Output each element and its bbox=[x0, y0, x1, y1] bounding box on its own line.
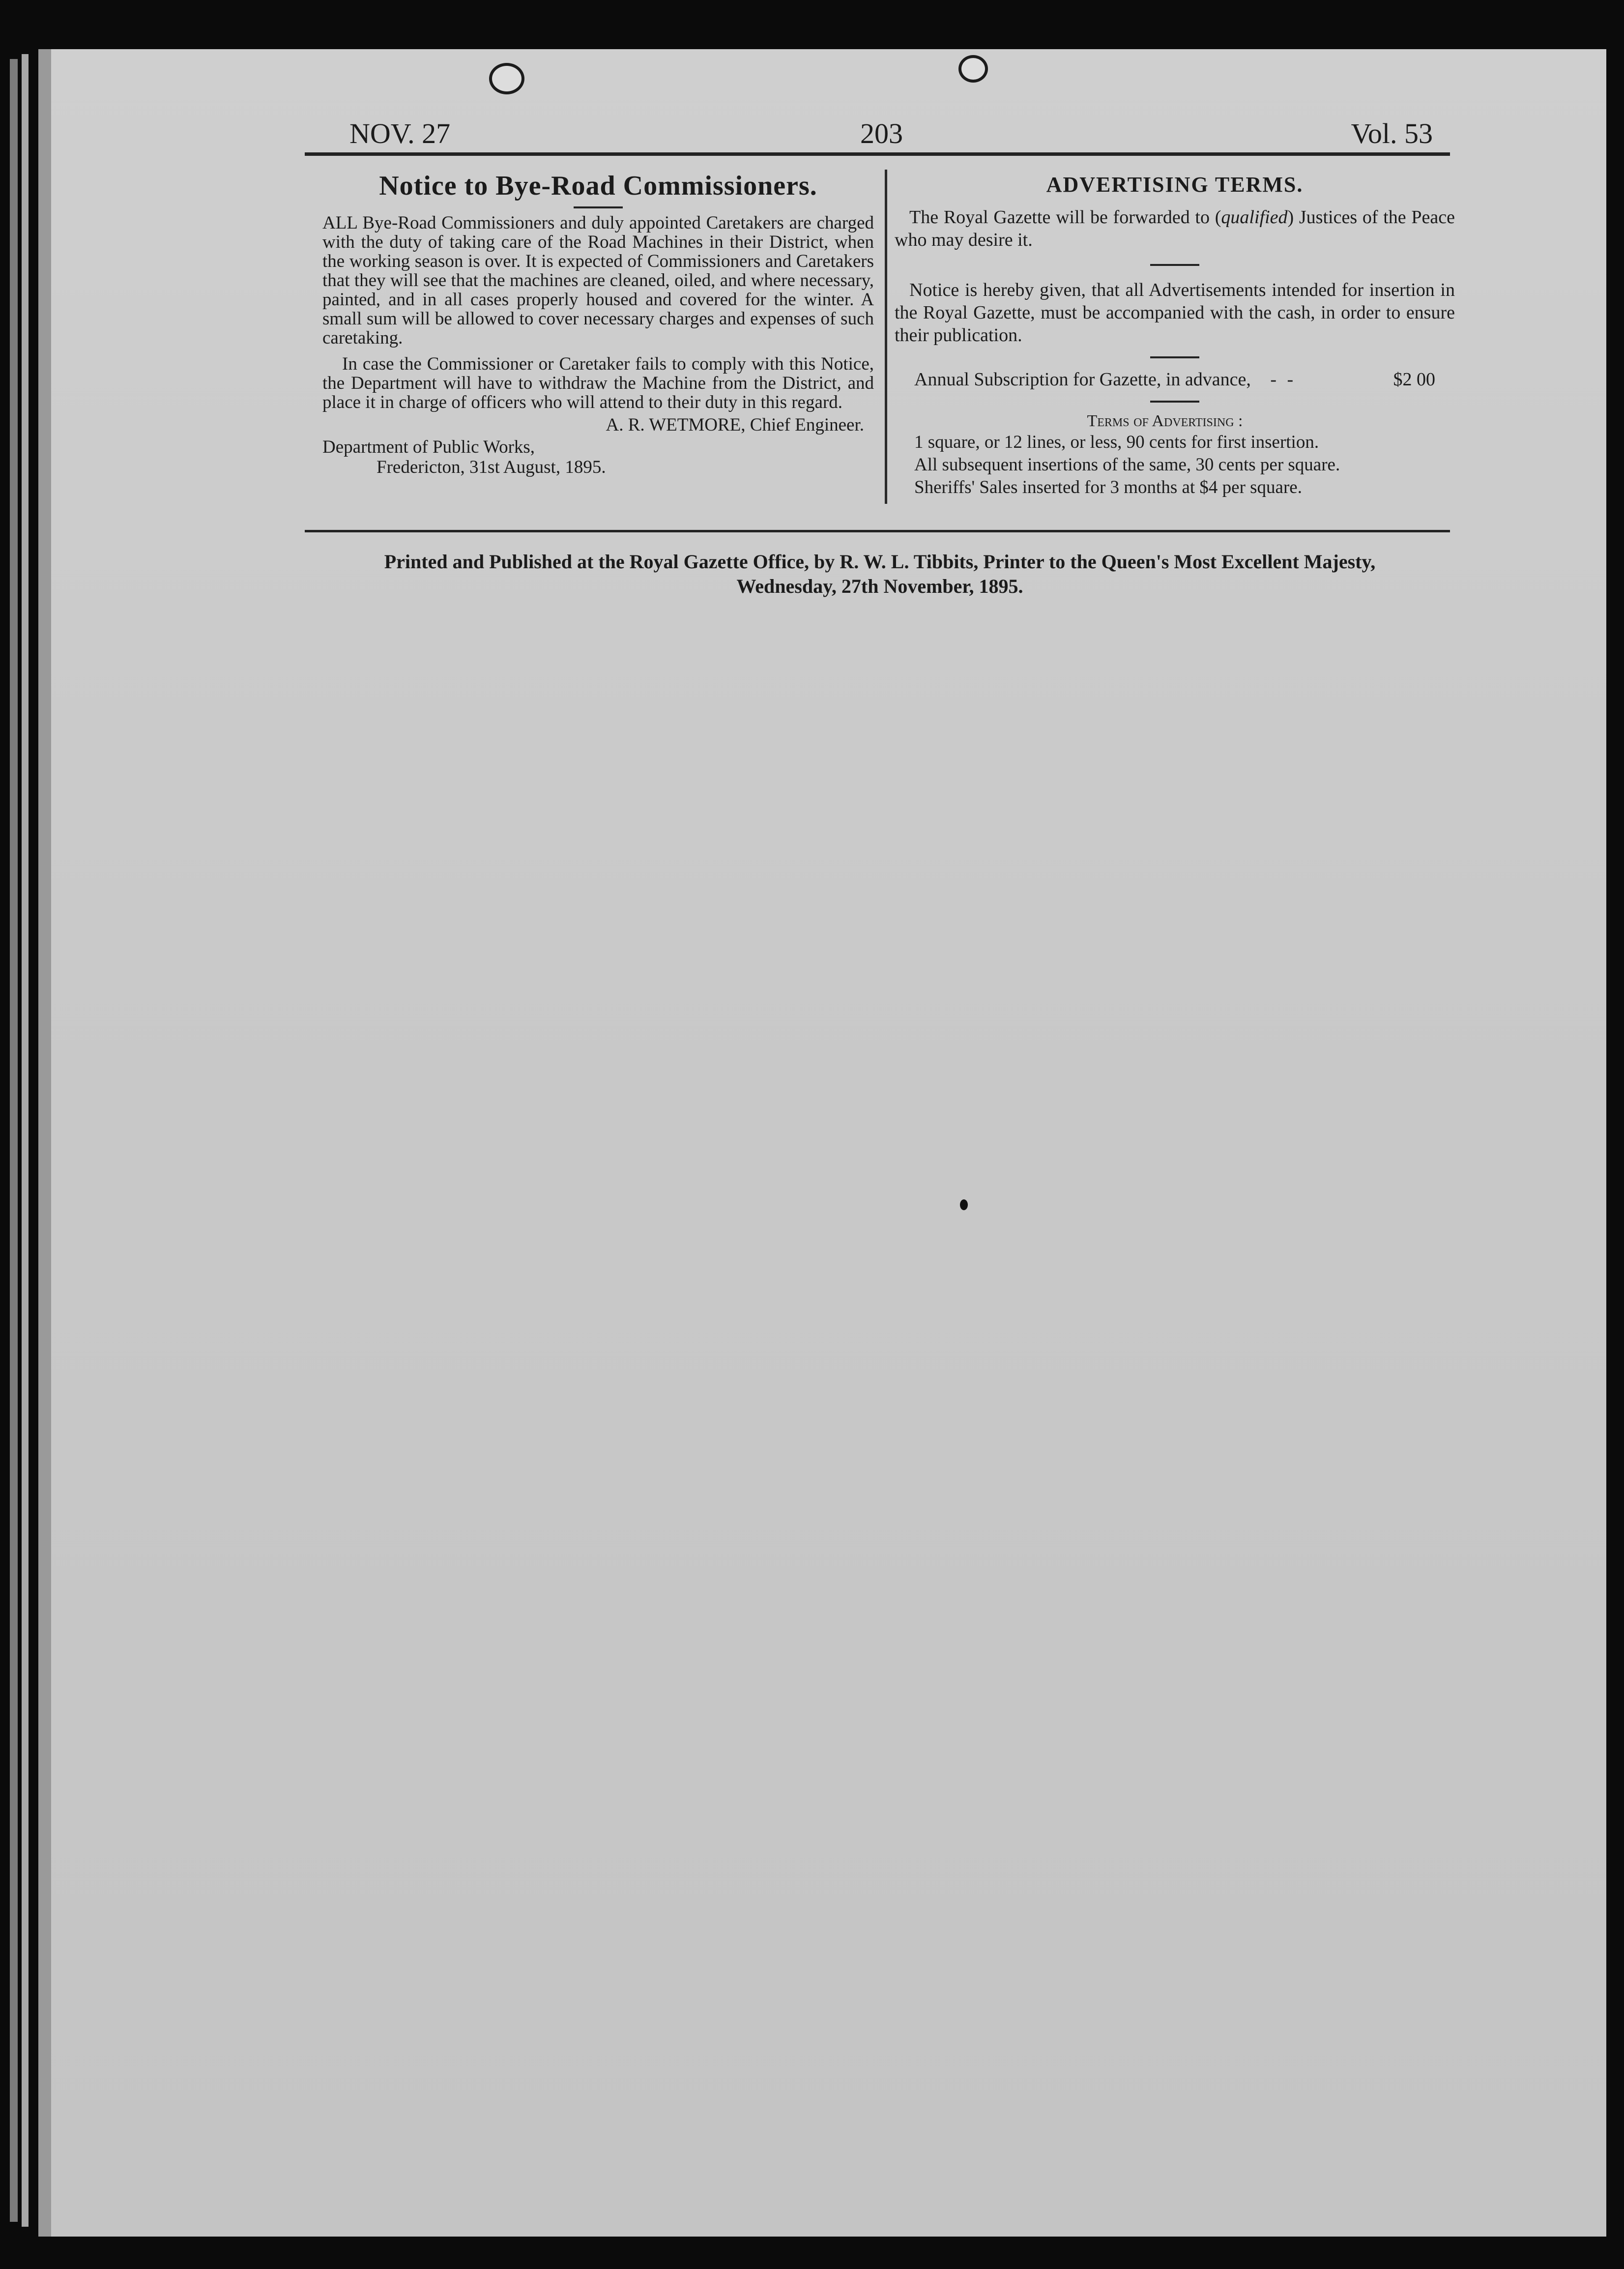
notice-department: Department of Public Works, bbox=[322, 437, 535, 457]
header-rule bbox=[305, 152, 1450, 156]
ink-spot bbox=[960, 1199, 968, 1210]
advertising-rule-3 bbox=[1150, 401, 1199, 403]
page-header bbox=[312, 117, 1452, 149]
terms-heading: Terms of Advertising : bbox=[1087, 412, 1243, 430]
header-date: NOV. 27 bbox=[349, 117, 451, 149]
notice-paragraph-1: ALL Bye-Road Commissioners and duly appointed Caretakers are charged with the duty of taking care of the Road Machines in their District, when the working season is over. It is expected of Commissioners and Caretakers that they will see that the machines are cleaned, oiled, and where necessary, painted, and in all cases properly housed and covered for the winter. A small sum will be allowed to cover necessary charges and expenses of such caretaking. bbox=[322, 213, 874, 348]
header-volume: Vol. 53 bbox=[1351, 117, 1433, 149]
advertising-paragraph-1-start: The Royal Gazette will be forwarded to ( bbox=[909, 207, 1221, 228]
term-1: 1 square, or 12 lines, or less, 90 cents for first insertion. bbox=[914, 432, 1319, 452]
binding-hole-right bbox=[958, 55, 988, 83]
header-page-number: 203 bbox=[860, 117, 903, 149]
advertising-paragraph-1-end: ) Justices of the Peace who may desire it. bbox=[895, 207, 1455, 250]
advertising-paragraph-2: Notice is hereby given, that all Advertisements intended for insertion in the Royal Gazette, must be accompanied with the cash, in order to ensure their publication. bbox=[895, 280, 1455, 346]
notice-paragraph-2: In case the Commissioner or Caretaker fails to comply with this Notice, the Department will have to withdraw the Machine from the District, and place it in charge of officers who will attend to their duty in this regard. bbox=[322, 354, 874, 412]
binding-hole-left bbox=[489, 63, 524, 94]
subscription-label: Annual Subscription for Gazette, in advance, bbox=[914, 369, 1251, 390]
imprint bbox=[315, 550, 1445, 599]
advertising-rule-2 bbox=[1150, 356, 1199, 358]
subscription-dashes: - - bbox=[1270, 369, 1297, 390]
notice-place-date: Fredericton, 31st August, 1895. bbox=[377, 457, 606, 477]
advertising-column bbox=[895, 170, 1455, 499]
term-3: Sheriffs' Sales inserted for 3 months at $4 per square. bbox=[914, 477, 1302, 497]
advertising-title: ADVERTISING TERMS. bbox=[1046, 173, 1304, 197]
notice-column bbox=[322, 170, 874, 477]
advertising-paragraph-1-italic: qualified bbox=[1221, 207, 1288, 228]
page-edge-light bbox=[22, 54, 29, 2227]
subscription-line bbox=[895, 368, 1455, 391]
notice-signature: A. R. WETMORE, Chief Engineer. bbox=[606, 415, 864, 435]
term-2: All subsequent insertions of the same, 30 cents per square. bbox=[914, 455, 1340, 475]
column-divider bbox=[885, 170, 887, 504]
advertising-rule-1 bbox=[1150, 264, 1199, 266]
notice-title: Notice to Bye-Road Commissioners. bbox=[379, 171, 817, 201]
notice-title-rule bbox=[574, 206, 623, 208]
advertising-paragraph-1 bbox=[895, 206, 1455, 251]
imprint-line-2: Wednesday, 27th November, 1895. bbox=[736, 575, 1023, 597]
imprint-line-1: Printed and Published at the Royal Gazette Office, by R. W. L. Tibbits, Printer to the Queen's Most Excellent Majesty, bbox=[384, 551, 1376, 573]
subscription-price: $2 00 bbox=[1393, 369, 1435, 390]
footer-rule bbox=[305, 530, 1450, 532]
page-edge-dark bbox=[10, 59, 18, 2222]
